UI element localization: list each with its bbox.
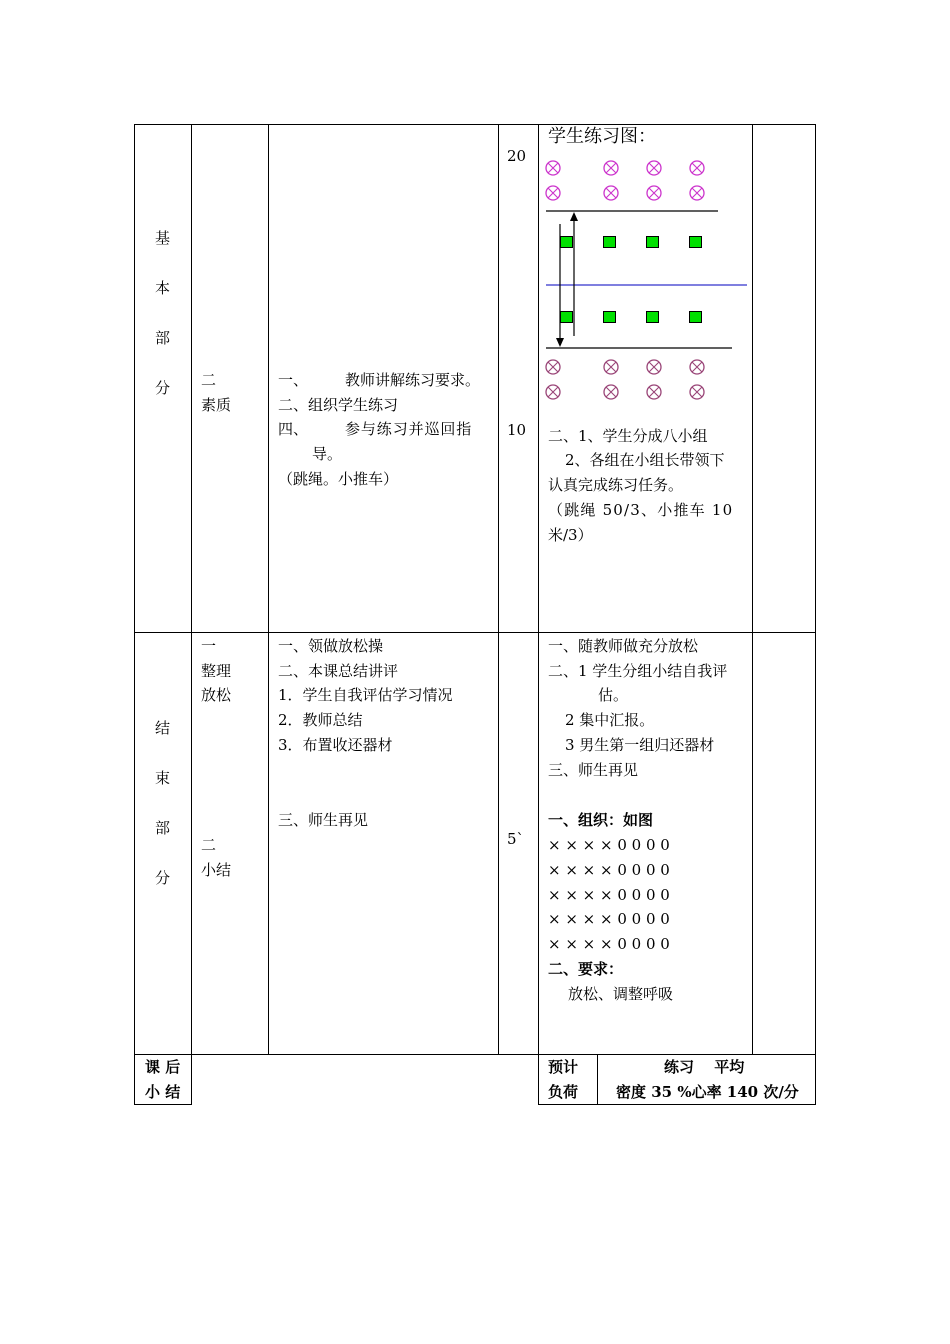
formation-row: × × × × 0 0 0 0 (548, 886, 670, 904)
teacher-line: 2．教师总结 (278, 711, 363, 729)
end-label-char: 结 (155, 719, 171, 737)
student-line: （跳绳 50/3、小推车 10 (548, 501, 734, 519)
teacher-line: 导。 (312, 445, 343, 463)
teacher-line: 1．学生自我评估学习情况 (278, 686, 453, 704)
content-number: 一 (201, 637, 217, 655)
teacher-line: 三、师生再见 (278, 811, 369, 829)
teacher-line: 四、 (278, 420, 309, 438)
summary-label: 小 结 (145, 1083, 181, 1101)
formation-row: × × × × 0 0 0 0 (548, 910, 670, 928)
student-line: 米/3） (548, 526, 593, 544)
end-label-char: 部 (155, 819, 171, 837)
basic-label-char: 本 (155, 279, 171, 297)
crossed-circle-icon (545, 384, 561, 400)
crossed-circle-icon (689, 384, 705, 400)
content-number: 二 (201, 836, 217, 854)
crossed-circle-icon (646, 160, 662, 176)
crossed-circle-icon (545, 185, 561, 201)
green-square-marker (560, 236, 573, 248)
student-line: 二、1、学生分成八小组 (548, 427, 708, 445)
crossed-circle-icon (646, 384, 662, 400)
load-label: 预计 (548, 1058, 579, 1076)
content-title: 放松 (201, 686, 232, 704)
student-line: 2、各组在小组长带领下 (565, 451, 725, 469)
student-line: 2 集中汇报。 (565, 711, 655, 729)
green-square-marker (689, 236, 702, 248)
crossed-circle-icon (603, 384, 619, 400)
crossed-circle-icon (689, 160, 705, 176)
student-line: 3 男生第一组归还器材 (565, 736, 715, 754)
crossed-circle-icon (603, 359, 619, 375)
student-line: 二、1 学生分组小结自我评 (548, 662, 728, 680)
end-label-char: 束 (155, 769, 171, 787)
student-line: 认真完成练习任务。 (548, 476, 684, 494)
crossed-circle-icon (545, 160, 561, 176)
teacher-line: 一、领做放松操 (278, 637, 384, 655)
green-square-marker (560, 311, 573, 323)
organization-title: 一、组织：如图 (548, 811, 654, 829)
teacher-line: 一、 (278, 371, 309, 389)
content-title: 整理 (201, 662, 232, 680)
green-square-marker (689, 311, 702, 323)
student-line: 估。 (598, 686, 629, 704)
load-value: 密度 35 %心率 140 次/分 (616, 1083, 799, 1101)
student-line: 一、随教师做充分放松 (548, 637, 699, 655)
crossed-circle-icon (545, 359, 561, 375)
teacher-line: 3．布置收还器材 (278, 736, 393, 754)
content-title: 素质 (201, 396, 232, 414)
basic-label-char: 部 (155, 329, 171, 347)
teacher-line: （跳绳。小推车） (278, 470, 399, 488)
basic-label-char: 分 (155, 379, 171, 397)
diagram-title: 学生练习图： (548, 126, 656, 147)
formation-row: × × × × 0 0 0 0 (548, 836, 670, 854)
requirement-title: 二、要求： (548, 960, 624, 978)
formation-row: × × × × 0 0 0 0 (548, 935, 670, 953)
time-value: 20 (507, 147, 527, 165)
formation-row: × × × × 0 0 0 0 (548, 861, 670, 879)
requirement-text: 放松、调整呼吸 (568, 985, 674, 1003)
teacher-line: 二、本课总结讲评 (278, 662, 399, 680)
green-square-marker (646, 311, 659, 323)
load-label: 负荷 (548, 1083, 579, 1101)
teacher-line: 教师讲解练习要求。 (345, 371, 481, 389)
load-value: 练习 平均 (664, 1058, 745, 1076)
time-value: 5` (507, 830, 525, 848)
content-number: 二 (201, 371, 217, 389)
crossed-circle-icon (603, 160, 619, 176)
basic-label-char: 基 (155, 229, 171, 247)
green-square-marker (603, 311, 616, 323)
crossed-circle-icon (646, 359, 662, 375)
summary-label: 课 后 (145, 1058, 181, 1076)
student-line: 三、师生再见 (548, 761, 639, 779)
crossed-circle-icon (646, 185, 662, 201)
teacher-line: 二、组织学生练习 (278, 396, 399, 414)
crossed-circle-icon (603, 185, 619, 201)
end-label-char: 分 (155, 869, 171, 887)
crossed-circle-icon (689, 185, 705, 201)
green-square-marker (603, 236, 616, 248)
content-title: 小结 (201, 861, 232, 879)
crossed-circle-icon (689, 359, 705, 375)
teacher-line: 参与练习并巡回指 (345, 420, 473, 438)
green-square-marker (646, 236, 659, 248)
time-value: 10 (507, 421, 527, 439)
